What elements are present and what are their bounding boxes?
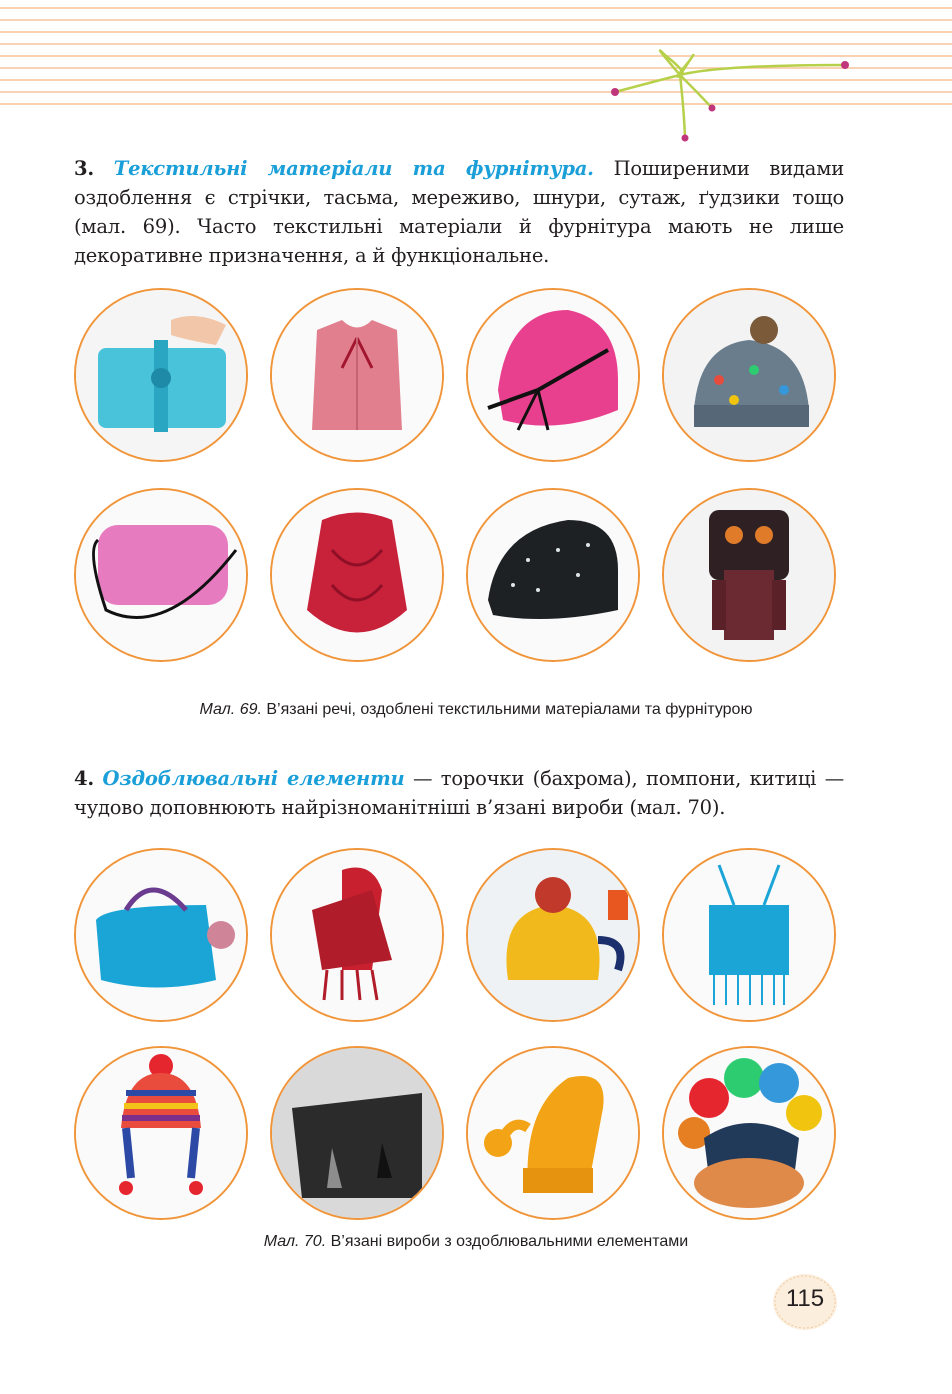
photo-pink-hat-ribbon (466, 288, 640, 462)
photo-grey-hat-buttons (662, 288, 836, 462)
header-decoration (0, 0, 952, 150)
photo-striped-earflap-hat (74, 1046, 248, 1220)
photo-knitted-vest (270, 288, 444, 462)
photo-orange-stocking-hat (466, 1046, 640, 1220)
photo-blue-bag-pompom (74, 848, 248, 1022)
section-3-text: Поширеними видами оздоблення є стрічки, тасьма, мереживо, шнури, сутаж, ґудзики тощо (мал. 69). Часто текстильні матеріали й фурнітура мають не лише декоративне призначення, а й функціональне. (74, 157, 845, 267)
section-3-term: Текстильні матеріали та фурнітура. (113, 157, 594, 180)
photo-knitted-clutch (74, 288, 248, 462)
section-4-text: — торочки (бахрома), помпони, китиці — чудово доповнюють найрізноманітніші в’язані вироби (мал. 70). (74, 767, 845, 819)
section-3-number: 3. (74, 157, 94, 180)
figure-69-label: Мал. 69. (199, 701, 262, 718)
figure-69-text: В’язані речі, оздоблені текстильними матеріалами та фурнітурою (261, 701, 753, 718)
bow-icon (615, 51, 845, 139)
photo-red-scarf-fringe (270, 848, 444, 1022)
photo-pink-handbag (74, 488, 248, 662)
figure-70-label: Мал. 70. (263, 1233, 327, 1250)
figure-69-caption (0, 701, 952, 719)
section-4-paragraph (74, 764, 844, 822)
photo-black-beanie-beads (466, 488, 640, 662)
photo-red-pouch (270, 488, 444, 662)
figure-70-text: В’язані вироби з оздоблювальними елементами (326, 1233, 689, 1250)
photo-blue-bag-fringe (662, 848, 836, 1022)
section-4-number: 4. (74, 767, 94, 790)
photo-rainbow-pompom-hat (662, 1046, 836, 1220)
figure-70-caption (0, 1233, 952, 1251)
section-3-paragraph (74, 154, 844, 270)
page-number: 115 (785, 1285, 825, 1312)
photo-black-blanket-tassels (270, 1046, 444, 1220)
section-4-term: Оздоблювальні елементи (102, 767, 405, 790)
photo-tea-cozy-pompom (466, 848, 640, 1022)
photo-knitted-monster-toy (662, 488, 836, 662)
